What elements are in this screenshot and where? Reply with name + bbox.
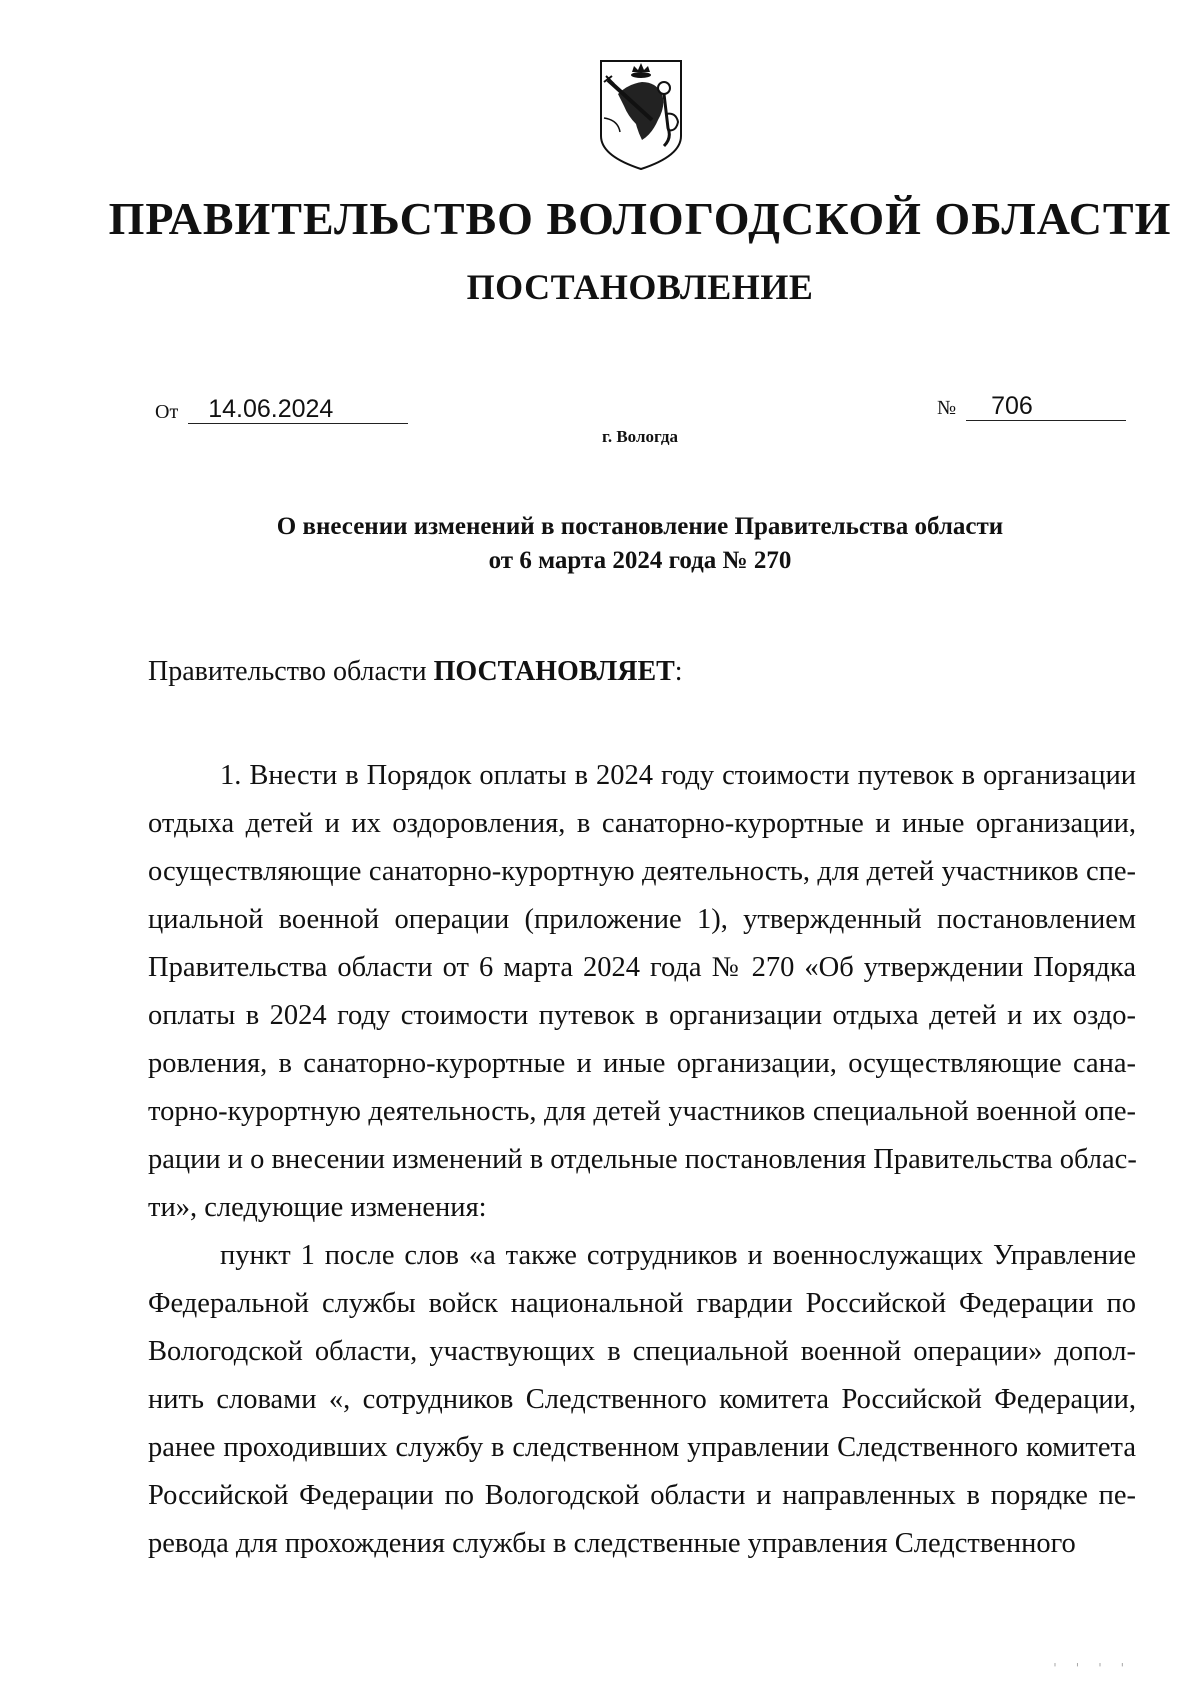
subject-line: от 6 марта 2024 года № 270 xyxy=(488,547,792,574)
date-row xyxy=(155,395,408,424)
document-type: ПОСТАНОВЛЕНИЕ xyxy=(466,267,814,307)
number-row xyxy=(937,392,1126,421)
paragraph-line: 1. Внести в Порядок оплаты в 2024 году стоимости путевок в организации xyxy=(220,760,1136,791)
city: г. Вологда xyxy=(602,427,678,446)
number-prefix: № xyxy=(937,397,957,419)
paragraph-line: торно-курортную деятельность, для детей участников специальной военной опе- xyxy=(148,1096,1136,1127)
document-subject xyxy=(0,510,1200,578)
paragraph-line: оплаты в 2024 году стоимости путевок в организации отдыха детей и их оздо- xyxy=(148,1000,1136,1031)
document-date: 14.06.2024 xyxy=(188,395,408,424)
paragraph-line: ранее проходивших службу в следственном управлении Следственного комитета xyxy=(148,1432,1136,1463)
paragraph-line: пункт 1 после слов «а также сотрудников и военнослужащих Управление xyxy=(220,1240,1136,1271)
paragraph-line: Вологодской области, участвующих в специальной военной операции» допол- xyxy=(148,1336,1136,1367)
document-number: 706 xyxy=(966,392,1126,421)
paragraph-line: рации и о внесении изменений в отдельные постановления Правительства облас- xyxy=(148,1144,1137,1175)
body-text xyxy=(148,752,1136,1568)
paragraph-line: ровления, в санаторно-курортные и иные организации, осуществляющие сана- xyxy=(148,1048,1136,1079)
paragraph-line: Федеральной службы войск национальной гвардии Российской Федерации по xyxy=(148,1288,1136,1319)
paragraph-line: нить словами «, сотрудников Следственного комитета Российской Федерации, xyxy=(148,1384,1136,1415)
paragraph-line: осуществляющие санаторно-курортную деятельность, для детей участников спе- xyxy=(148,856,1136,887)
preamble xyxy=(148,656,683,688)
government-name: ПРАВИТЕЛЬСТВО ВОЛОГОДСКОЙ ОБЛАСТИ xyxy=(108,193,1172,244)
scan-artifact: ' ' ' ' xyxy=(1051,1661,1130,1675)
paragraph-line: Правительства области от 6 марта 2024 года № 270 «Об утверждении Порядка xyxy=(148,952,1136,983)
preamble-text: Правительство области xyxy=(148,656,434,687)
paragraph-line: ревода для прохождения службы в следственные управления Следственного xyxy=(148,1528,1076,1559)
date-prefix: От xyxy=(155,401,179,423)
vologda-coat-of-arms-icon xyxy=(598,58,684,172)
paragraph-line: ти», следующие изменения: xyxy=(148,1192,487,1223)
subject-line: О внесении изменений в постановление Правительства области xyxy=(276,513,1004,540)
paragraph-line: циальной военной операции (приложение 1), утвержденный постановлением xyxy=(148,904,1136,935)
paragraph-line: Российской Федерации по Вологодской области и направленных в порядке пе- xyxy=(148,1480,1136,1511)
paragraph-line: отдыха детей и их оздоровления, в санаторно-курортные и иные организации, xyxy=(148,808,1136,839)
preamble-suffix: : xyxy=(674,656,683,687)
preamble-emphasis: ПОСТАНОВЛЯЕТ xyxy=(433,656,675,687)
